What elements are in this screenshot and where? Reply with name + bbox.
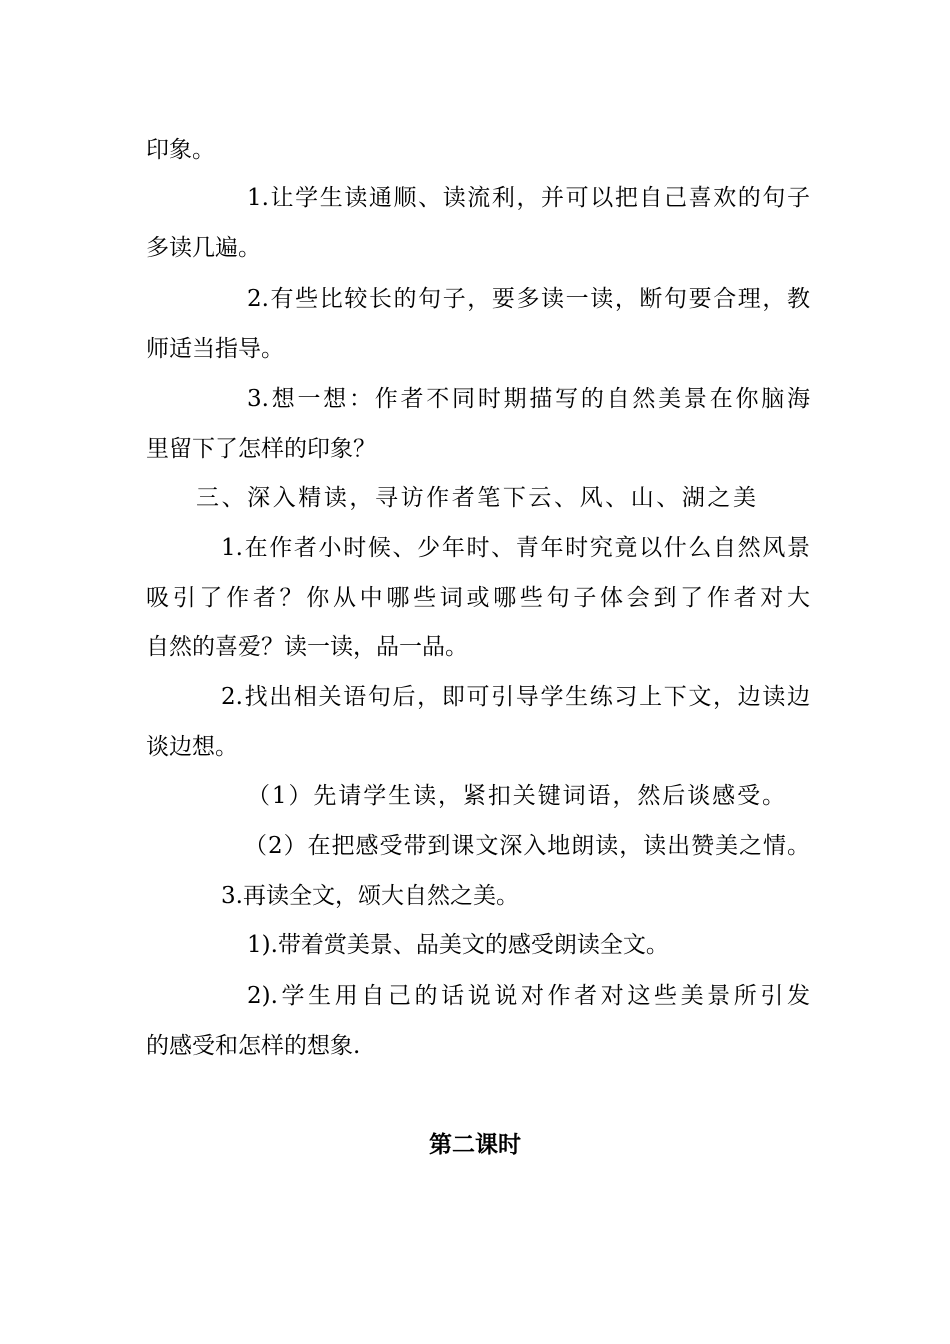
paragraph-line: 的感受和怎样的想象. — [146, 1033, 361, 1059]
paragraph-line: 印象。 — [146, 137, 215, 163]
paragraph-line: 自然的喜爱？读一读，品一品。 — [146, 634, 468, 660]
paragraph-line: 里留下了怎样的印象？ — [146, 436, 376, 462]
paragraph-line: 1.让学生读通顺、读流利，并可以把自己喜欢的句子 — [247, 185, 810, 211]
paragraph-line: 2.有些比较长的句子，要多读一读，断句要合理，教 — [247, 286, 810, 312]
paragraph-line: 师适当指导。 — [146, 336, 284, 362]
paragraph-line: 1.在作者小时候、少年时、青年时究竟以什么自然风景 — [221, 535, 810, 561]
paragraph-line: 2.找出相关语句后，即可引导学生练习上下文，边读边 — [221, 684, 810, 710]
paragraph-line: 吸引了作者？你从中哪些词或哪些句子体会到了作者对大 — [146, 585, 810, 611]
lesson-heading: 第二课时 — [429, 1131, 521, 1158]
paragraph-line: 谈边想。 — [146, 734, 238, 760]
paragraph-line: （1）先请学生读，紧扣关键词语，然后谈感受。 — [247, 783, 785, 809]
paragraph-line: 3.再读全文，颂大自然之美。 — [221, 883, 519, 909]
section-heading-line: 三、深入精读，寻访作者笔下云、风、山、湖之美 — [196, 485, 756, 511]
paragraph-line: 2).学生用自己的话说说对作者对这些美景所引发 — [247, 983, 810, 1009]
paragraph-line: 多读几遍。 — [146, 235, 261, 261]
paragraph-line: （2）在把感受带到课文深入地朗读，读出赞美之情。 — [244, 833, 810, 859]
paragraph-line: 1).带着赏美景、品美文的感受朗读全文。 — [247, 932, 669, 958]
paragraph-line: 3.想一想：作者不同时期描写的自然美景在你脑海 — [247, 386, 810, 412]
